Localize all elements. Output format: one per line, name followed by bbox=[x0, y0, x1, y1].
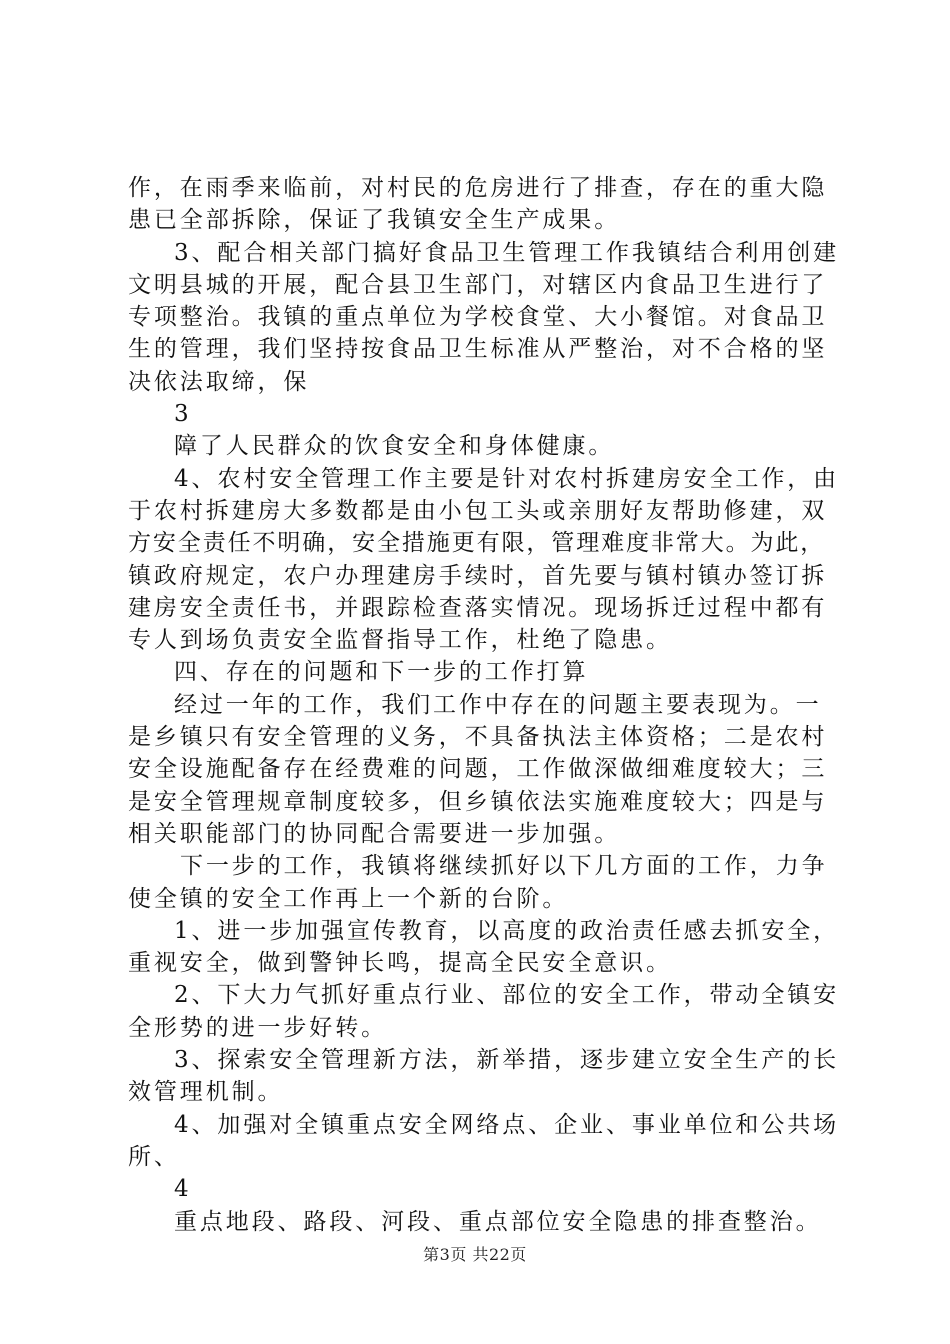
paragraph-line: 是安全管理规章制度较多，但乡镇依法实施难度较大；四是与 bbox=[128, 788, 828, 815]
paragraph-line: 2、下大力气抓好重点行业、部位的安全工作，带动全镇安 bbox=[174, 982, 840, 1009]
paragraph-line: 作，在雨季来临前，对村民的危房进行了排查，存在的重大隐 bbox=[128, 175, 828, 201]
paragraph-line: 镇政府规定，农户办理建房手续时，首先要与镇村镇办签订拆 bbox=[128, 562, 828, 589]
paragraph-line: 1、进一步加强宣传教育，以高度的政治责任感去抓安全， bbox=[174, 917, 840, 944]
inline-page-number: 3 bbox=[174, 401, 192, 428]
paragraph-line: 专项整治。我镇的重点单位为学校食堂、大小餐馆。对食品卫 bbox=[128, 304, 828, 331]
paragraph-line: 是乡镇只有安全管理的义务，不具备执法主体资格；二是农村 bbox=[128, 724, 828, 751]
paragraph-line: 于农村拆建房大多数都是由小包工头或亲朋好友帮助修建，双 bbox=[128, 497, 828, 524]
document-body bbox=[128, 172, 840, 1238]
paragraph-line: 患已全部拆除，保证了我镇安全生产成果。 bbox=[128, 207, 621, 234]
page-footer: 第3页 共22页 bbox=[423, 1245, 527, 1264]
paragraph-line: 方安全责任不明确，安全措施更有限，管理难度非常大。为此， bbox=[128, 530, 826, 557]
paragraph-line: 3、配合相关部门搞好食品卫生管理工作我镇结合利用创建 bbox=[174, 239, 840, 266]
paragraph-line: 相关职能部门的协同配合需要进一步加强。 bbox=[128, 820, 621, 847]
paragraph-line: 4、加强对全镇重点安全网络点、企业、事业单位和公共场 bbox=[174, 1111, 840, 1138]
paragraph-line: 重视安全，做到警钟长鸣，提高全民安全意识。 bbox=[128, 950, 672, 977]
paragraph-line: 所、 bbox=[128, 1143, 180, 1170]
paragraph-line: 效管理机制。 bbox=[128, 1079, 284, 1106]
paragraph-line: 下一步的工作，我镇将继续抓好以下几方面的工作，力争 bbox=[180, 853, 828, 880]
paragraph-line: 建房安全责任书，并跟踪检查落实情况。现场拆迁过程中都有 bbox=[128, 594, 828, 621]
paragraph-line: 使全镇的安全工作再上一个新的台阶。 bbox=[128, 885, 569, 912]
section-heading: 四、存在的问题和下一步的工作打算 bbox=[174, 659, 589, 686]
paragraph-line: 生的管理，我们坚持按食品卫生标准从严整治，对不合格的坚 bbox=[128, 336, 828, 363]
paragraph-line: 全形势的进一步好转。 bbox=[128, 1014, 387, 1041]
inline-page-number: 4 bbox=[174, 1176, 192, 1203]
paragraph-line: 重点地段、路段、河段、重点部位安全隐患的排查整治。 bbox=[174, 1208, 822, 1235]
paragraph-line: 文明县城的开展，配合县卫生部门，对辖区内食品卫生进行了 bbox=[128, 271, 828, 298]
paragraph-line: 经过一年的工作，我们工作中存在的问题主要表现为。一 bbox=[174, 691, 822, 718]
paragraph-line: 4、农村安全管理工作主要是针对农村拆建房安全工作，由 bbox=[174, 465, 840, 492]
paragraph-line: 3、探索安全管理新方法，新举措，逐步建立安全生产的长 bbox=[174, 1047, 840, 1074]
paragraph-line: 安全设施配备存在经费难的问题，工作做深做细难度较大；三 bbox=[128, 756, 828, 783]
paragraph-line: 障了人民群众的饮食安全和身体健康。 bbox=[174, 433, 615, 460]
paragraph-line: 决依法取缔，保 bbox=[128, 368, 310, 395]
paragraph-line: 专人到场负责安全监督指导工作，杜绝了隐患。 bbox=[128, 627, 672, 654]
